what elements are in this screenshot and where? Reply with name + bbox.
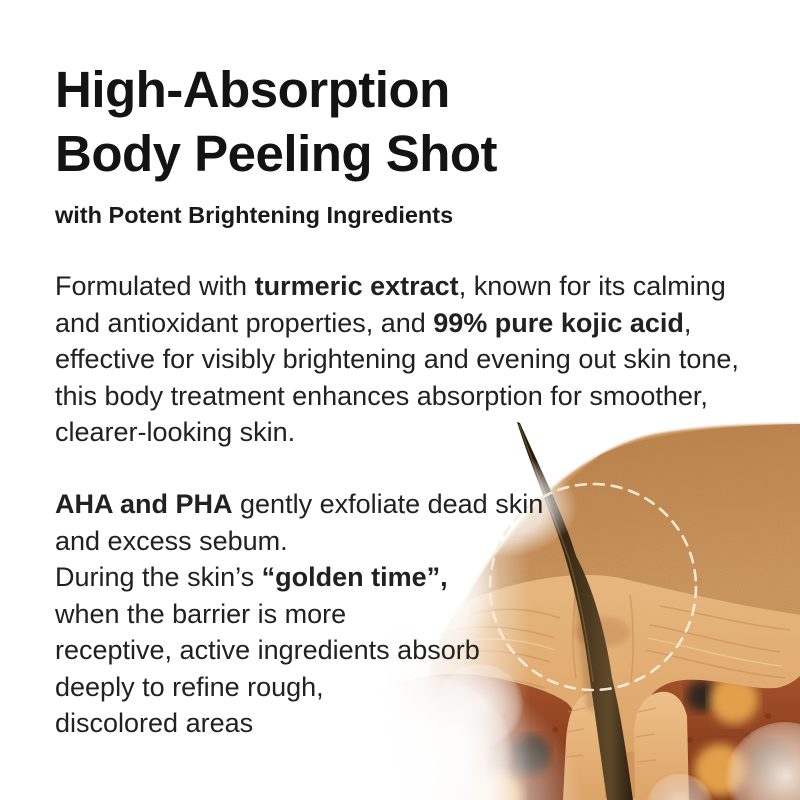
text-segment: gently exfoliate dead skin [232, 489, 544, 519]
title-line-1: High-Absorption [55, 61, 450, 118]
text-segment: discolored areas [55, 708, 254, 738]
paragraph-line [55, 378, 739, 415]
text-segment: , known for its calming [458, 271, 726, 301]
text-segment: During the skin’s [55, 562, 262, 592]
text-segment-bold: AHA and PHA [55, 489, 233, 519]
paragraph-line [55, 341, 739, 378]
text-segment-bold: 99% pure kojic acid [433, 307, 684, 338]
page-title [55, 58, 497, 186]
paragraph-line [55, 268, 739, 305]
paragraph-line [55, 596, 543, 633]
paragraph-line [55, 486, 543, 523]
paragraph-line [55, 305, 739, 342]
text-segment: receptive, active ingredients absorb [55, 635, 480, 665]
paragraph-line [55, 414, 739, 451]
text-segment: this body treatment enhances absorption for smoother, [55, 380, 708, 411]
text-segment: , [683, 307, 692, 338]
paragraph-line [55, 669, 543, 706]
text-segment: and antioxidant properties, and [55, 307, 434, 338]
text-segment-bold: turmeric extract [254, 271, 459, 301]
text-segment-bold: “golden time”, [261, 562, 448, 592]
paragraph-line [55, 523, 543, 560]
benefits-paragraph [55, 486, 543, 742]
title-line-2: Body Peeling Shot [55, 125, 498, 182]
subtitle: with Potent Brightening Ingredients [55, 202, 454, 228]
text-segment: effective for visibly brightening and evening out skin tone, [55, 344, 739, 374]
text-segment: Formulated with [55, 271, 255, 301]
text-segment: when the barrier is more [55, 598, 347, 629]
paragraph-line [55, 705, 543, 742]
paragraph-line [55, 632, 543, 669]
text-segment: clearer-looking skin. [55, 417, 296, 447]
text-segment: deeply to refine rough, [55, 671, 324, 702]
paragraph-line [55, 559, 543, 596]
intro-paragraph [55, 268, 739, 451]
text-segment: and excess sebum. [55, 525, 288, 556]
